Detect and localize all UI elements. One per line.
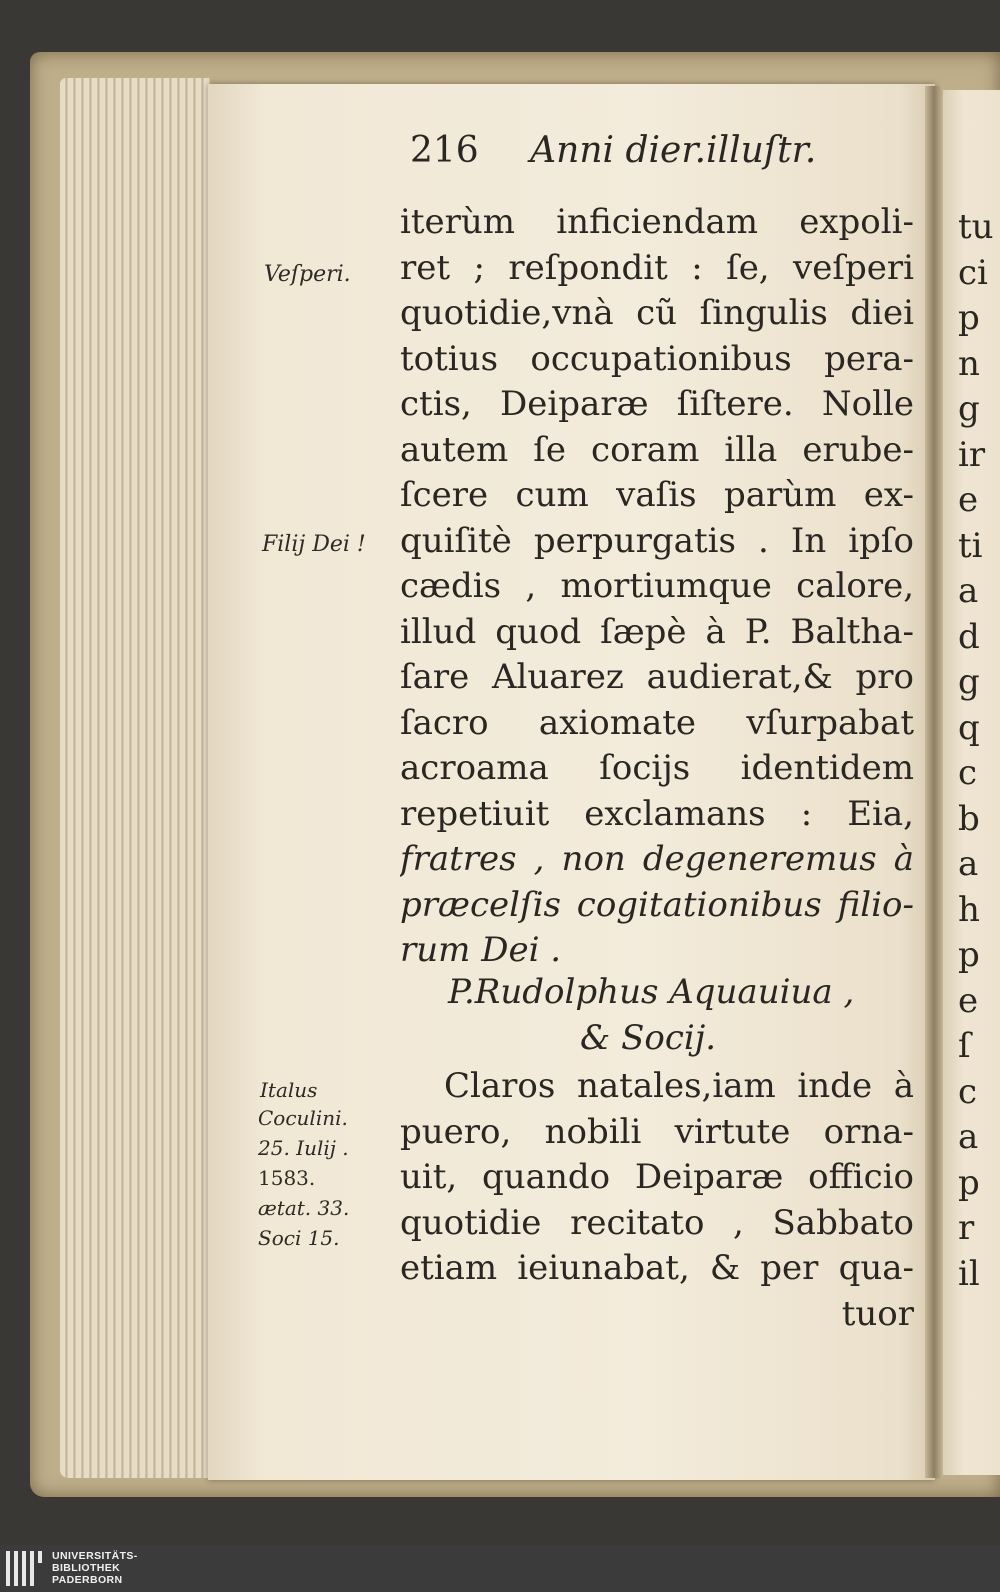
text-line: fratres , non degeneremus à (400, 839, 914, 879)
facing-page-text: tu ci p n g ir e ti a d g q c b a h p e ſ c a p r il (958, 207, 994, 1294)
page-header (410, 130, 816, 171)
body-text-block-2 (400, 1064, 914, 1337)
section-heading: P.Rudolphus Aquauiua , (448, 972, 855, 1012)
text-line: autem ſe coram illa erube- (400, 429, 914, 470)
text-line: cædis , mortiumque calore, (400, 566, 914, 606)
margin-note-date: 25. Iulij . (258, 1136, 349, 1160)
margin-note-vesperi: Veſperi. (264, 262, 351, 287)
text-line: rum Dei . (400, 930, 562, 970)
text-line: repetiuit exclamans : Eia, (400, 793, 914, 834)
margin-note-italus: Italus (260, 1078, 318, 1102)
margin-note-aetas: ætat. 33. (258, 1196, 350, 1220)
text-line: ſare Aluarez audierat,& pro (400, 657, 914, 697)
text-line: ſacro axiomate vſurpabat (400, 702, 914, 743)
catchword: tuor (841, 1293, 914, 1334)
page-edges (60, 78, 210, 1478)
running-title: Anni dier.illuſtr. (530, 130, 817, 171)
margin-note-coculini: Coculini. (258, 1106, 348, 1130)
book-gutter (925, 86, 943, 1478)
text-line: quiſitè perpurgatis . In ipſo (400, 520, 914, 561)
text-line: quotidie,vnà cũ ſingulis diei (400, 293, 914, 333)
text-line: puero, nobili virtute orna- (400, 1111, 914, 1152)
section-heading-cont: & Socij. (580, 1018, 717, 1058)
text-line: præcelſis cogitationibus filio- (400, 884, 914, 925)
library-footer (0, 1545, 1000, 1592)
text-line: ctis, Deiparæ ſiſtere. Nolle (400, 384, 914, 424)
page-number: 216 (410, 130, 479, 171)
library-logo-icon (6, 1551, 46, 1586)
text-line: Claros natales,iam inde à (444, 1066, 914, 1106)
text-line: iterùm inficiendam expoli- (400, 202, 914, 242)
text-line: ſcere cum vaſis parùm ex- (400, 475, 914, 515)
text-line: quotidie recitato , Sabbato (400, 1202, 914, 1243)
text-line: ret ; reſpondit : ſe, veſperi (400, 247, 914, 288)
text-line: totius occupationibus pera- (400, 338, 914, 379)
text-line: illud quod ſæpè à P. Baltha- (400, 611, 914, 652)
margin-note-filij-dei: Filij Dei ! (262, 532, 366, 557)
margin-note-year: 1583. (258, 1166, 316, 1190)
margin-note-socii: Soci 15. (258, 1226, 340, 1250)
text-line: acroama ſocijs identidem (400, 748, 914, 788)
library-name: UNIVERSITÄTS- BIBLIOTHEK PADERBORN (52, 1550, 138, 1586)
text-line: uit, quando Deiparæ officio (400, 1157, 914, 1197)
text-line: etiam ieiunabat, & per qua- (400, 1248, 914, 1288)
body-text-block-1 (400, 200, 914, 974)
